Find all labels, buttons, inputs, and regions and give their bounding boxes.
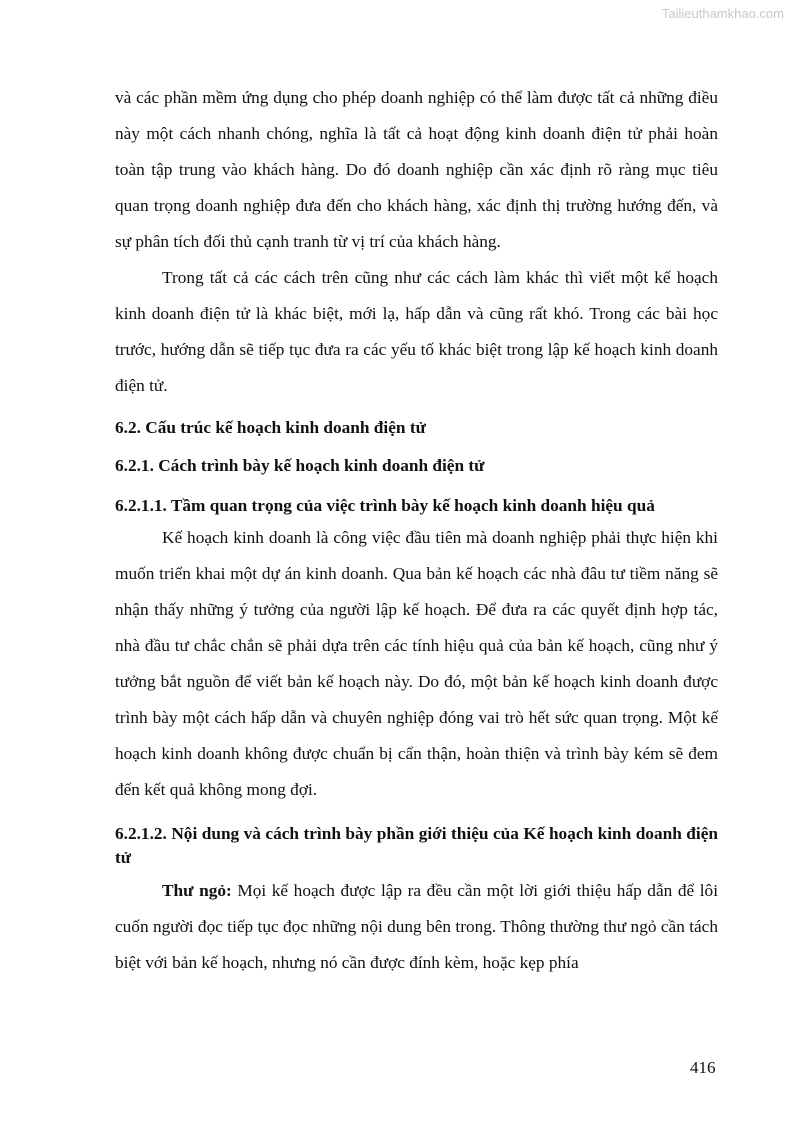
paragraph-intro-continued: và các phần mềm ứng dụng cho phép doanh nghiệp có thể làm được tất cả những điều này một cách nhanh chóng, nghĩa là tất cả hoạt động kinh doanh điện tử phải hoàn toàn tập trung vào khách hàng. Do đó doanh nghiệp cần xác định rõ ràng mục tiêu quan trọng doanh nghiệp đưa đến cho khách hàng, xác định thị trường hướng đến, và sự phân tích đối thủ cạnh tranh từ vị trí của khách hàng. xyxy=(115,88,718,251)
paragraph-plan-importance: Kế hoạch kinh doanh là công việc đầu tiên mà doanh nghiệp phải thực hiện khi muốn triển khai một dự án kinh doanh. Qua bản kế hoạch các nhà đâu tư tiềm năng sẽ nhận thấy những ý tưởng của người lập kế hoạch. Để đưa ra các quyết định hợp tác, nhà đầu tư chắc chắn sẽ phải dựa trên các tính hiệu quả của bản kế hoạch, cũng như ý tưởng bắt nguồn để viết bản kế hoạch này. Do đó, một bản kế hoạch kinh doanh được trình bày một cách hấp dẫn và chuyên nghiệp đóng vai trò hết sức quan trọng. Một kế hoạch kinh doanh không được chuẩn bị cẩn thận, hoàn thiện và trình bày kém sẽ đem đến kết quả không mong đợi. xyxy=(115,528,718,799)
cover-letter-label: Thư ngỏ: xyxy=(162,881,232,900)
watermark-text: Tailieuthamkhao.com xyxy=(661,6,784,21)
document-body xyxy=(115,80,718,981)
heading-6-2-1: 6.2.1. Cách trình bày kế hoạch kinh doanh điện tử xyxy=(115,456,485,475)
cover-letter-text: Mọi kế hoạch được lập ra đều cần một lời giới thiệu hấp dẫn để lôi cuốn người đọc tiếp tục đọc những nội dung bên trong. Thông thường thư ngỏ cần tách biệt với bản kế hoạch, nhưng nó cần được đính kèm, hoặc kẹp phía xyxy=(115,881,719,972)
heading-6-2: 6.2. Cấu trúc kế hoạch kinh doanh điện tử xyxy=(115,418,426,437)
heading-6-2-1-1: 6.2.1.1. Tầm quan trọng của việc trình bày kế hoạch kinh doanh hiệu quả xyxy=(115,496,655,515)
heading-6-2-1-2: 6.2.1.2. Nội dung và cách trình bày phần giới thiệu của Kế hoạch kinh doanh điện tử xyxy=(115,824,718,867)
paragraph-cover-letter xyxy=(115,873,718,981)
paragraph-plan-uniqueness: Trong tất cả các cách trên cũng như các cách làm khác thì viết một kế hoạch kinh doanh điện tử là khác biệt, mới lạ, hấp dẫn và cũng rất khó. Trong các bài học trước, hướng dẫn sẽ tiếp tục đưa ra các yếu tố khác biệt trong lập kế hoạch kinh doanh điện tử. xyxy=(115,268,718,395)
page-number: 416 xyxy=(690,1058,716,1077)
